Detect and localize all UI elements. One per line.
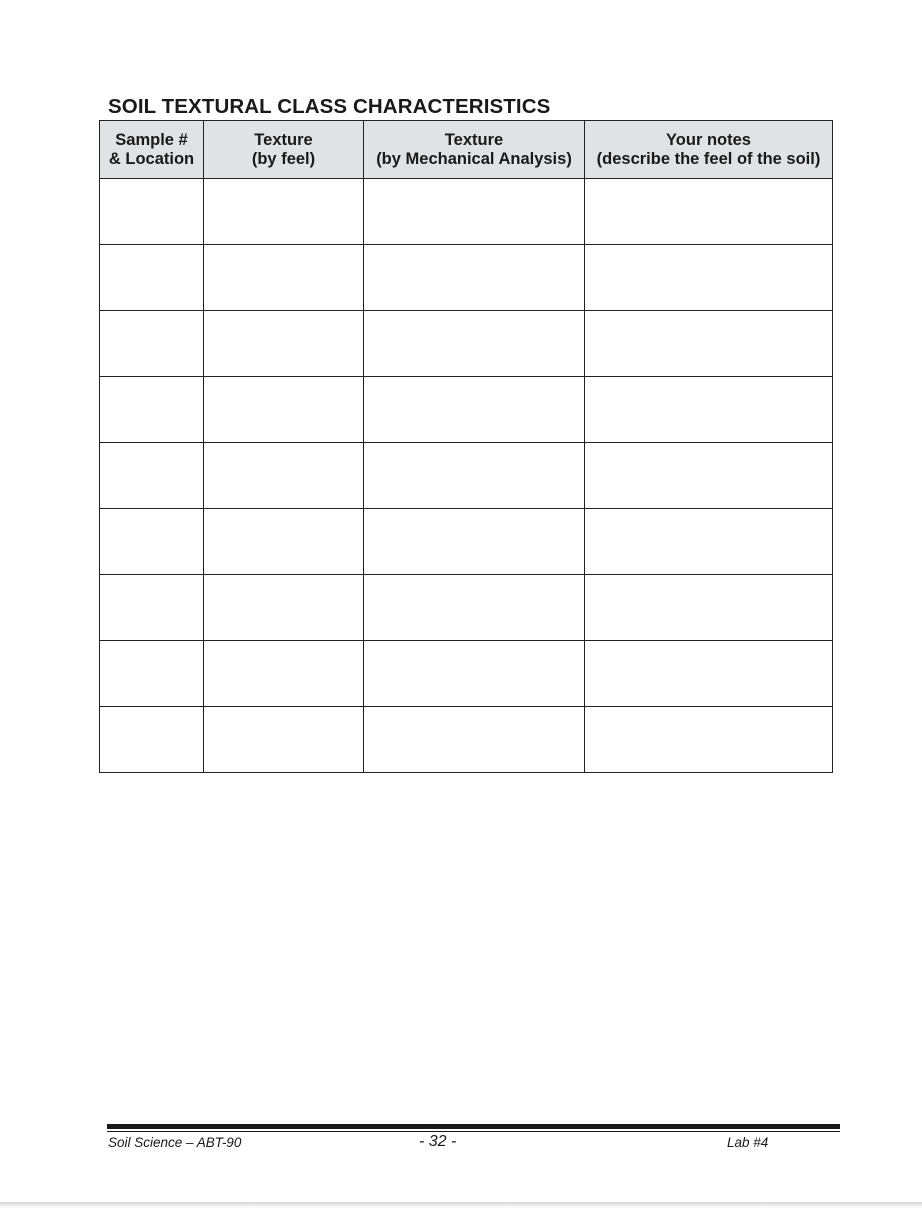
header-your-notes (585, 121, 833, 179)
table-cell (364, 377, 585, 443)
table-cell (204, 575, 364, 641)
table-cell (204, 707, 364, 773)
table-cell (585, 311, 833, 377)
table-cell (204, 179, 364, 245)
table-row (100, 311, 833, 377)
footer-page-number: - 32 - (419, 1133, 457, 1150)
header-line: Your notes (666, 130, 751, 149)
header-line: (by feel) (251, 149, 316, 168)
table-cell (585, 179, 833, 245)
table-cell (585, 509, 833, 575)
table-cell (204, 245, 364, 311)
header-sample-location (100, 121, 204, 179)
table-row (100, 509, 833, 575)
footer-rule-thin (107, 1131, 840, 1132)
table-cell (100, 707, 204, 773)
table-cell (585, 443, 833, 509)
table-cell (364, 443, 585, 509)
footer-course-name: Soil Science – ABT-90 (108, 1135, 242, 1150)
table-cell (204, 443, 364, 509)
table-cell (364, 575, 585, 641)
table-cell (100, 443, 204, 509)
table-cell (364, 245, 585, 311)
footer-lab-number: Lab #4 (727, 1135, 769, 1150)
footer-rule (107, 1124, 840, 1129)
table-cell (585, 707, 833, 773)
table-row (100, 575, 833, 641)
table-cell (100, 509, 204, 575)
header-texture-by-feel (204, 121, 364, 179)
table-row (100, 179, 833, 245)
header-texture-mechanical (364, 121, 585, 179)
table-cell (585, 575, 833, 641)
table-cell (204, 509, 364, 575)
header-line: Sample # (115, 130, 188, 149)
page-bottom-edge (0, 1202, 922, 1208)
table-cell (204, 377, 364, 443)
table-cell (100, 575, 204, 641)
table-cell (364, 179, 585, 245)
table-row (100, 377, 833, 443)
header-line: Texture (444, 130, 504, 149)
table-cell (585, 641, 833, 707)
table-cell (364, 509, 585, 575)
table-cell (100, 311, 204, 377)
table-cell (204, 641, 364, 707)
table-header-row (100, 121, 833, 179)
header-line: & Location (108, 149, 195, 168)
table-row (100, 245, 833, 311)
table-cell (100, 377, 204, 443)
table-cell (364, 707, 585, 773)
table-cell (585, 377, 833, 443)
table-cell (100, 179, 204, 245)
table-row (100, 707, 833, 773)
page-title: SOIL TEXTURAL CLASS CHARACTERISTICS (108, 95, 551, 118)
header-line: (by Mechanical Analysis) (376, 149, 572, 168)
soil-texture-table (99, 120, 833, 773)
header-line: (describe the feel of the soil) (596, 149, 821, 168)
table-cell (585, 245, 833, 311)
table-row (100, 443, 833, 509)
table-body (100, 179, 833, 773)
table-cell (204, 311, 364, 377)
header-line: Texture (254, 130, 313, 149)
table-cell (364, 641, 585, 707)
table-cell (364, 311, 585, 377)
table-cell (100, 641, 204, 707)
table-row (100, 641, 833, 707)
table-cell (100, 245, 204, 311)
